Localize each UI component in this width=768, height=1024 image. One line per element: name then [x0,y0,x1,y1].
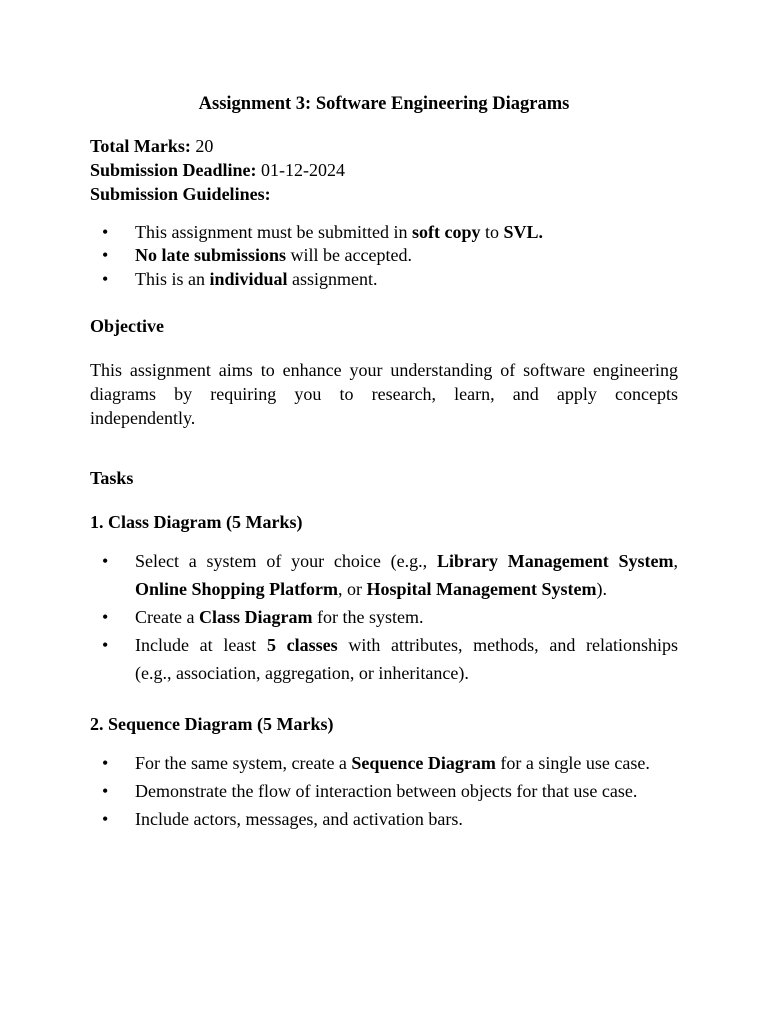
guideline-text: This assignment must be submitted in soft copy to SVL. [135,222,544,242]
task2-heading: 2. Sequence Diagram (5 Marks) [90,714,334,734]
total-marks-line [90,134,213,158]
task-text: For the same system, create a Sequence Diagram for a single use case. [135,753,650,773]
deadline-line [90,158,345,182]
bullet-icon: • [102,222,109,242]
guideline-text: No late submissions will be accepted. [135,245,412,265]
total-marks-value: 20 [190,136,214,156]
guidelines-label: Submission Guidelines: [90,184,271,204]
deadline-value: 01-12-2024 [256,160,346,180]
total-marks-label: Total Marks: [90,136,191,156]
task-text: Include actors, messages, and activation bars. [135,809,463,829]
objective-paragraph: This assignment aims to enhance your understanding of software engineering diagrams by requiring you to research, learn, and apply concepts independently. [90,360,678,428]
page-title: Assignment 3: Software Engineering Diagrams [198,94,570,114]
task-text: Select a system of your choice (e.g., Library Management System, Online Shopping Platform, or Hospital Management System). [135,551,678,599]
bullet-icon: • [102,635,109,655]
bullet-icon: • [102,551,109,571]
bullet-icon: • [102,245,109,265]
tasks-heading: Tasks [90,468,134,488]
task1-heading: 1. Class Diagram (5 Marks) [90,512,303,532]
objective-heading: Objective [90,316,164,336]
bullet-icon: • [102,809,109,829]
task-text: Demonstrate the flow of interaction between objects for that use case. [135,781,638,801]
task-text: Create a Class Diagram for the system. [135,607,424,627]
bullet-icon: • [102,269,109,289]
deadline-label: Submission Deadline: [90,160,257,180]
guideline-text: This is an individual assignment. [135,269,378,289]
guidelines-line [90,182,271,206]
bullet-icon: • [102,607,109,627]
bullet-icon: • [102,753,109,773]
bullet-icon: • [102,781,109,801]
task-text: Include at least 5 classes with attributes, methods, and relationships (e.g., association, aggregation, or inheritance). [135,635,678,683]
